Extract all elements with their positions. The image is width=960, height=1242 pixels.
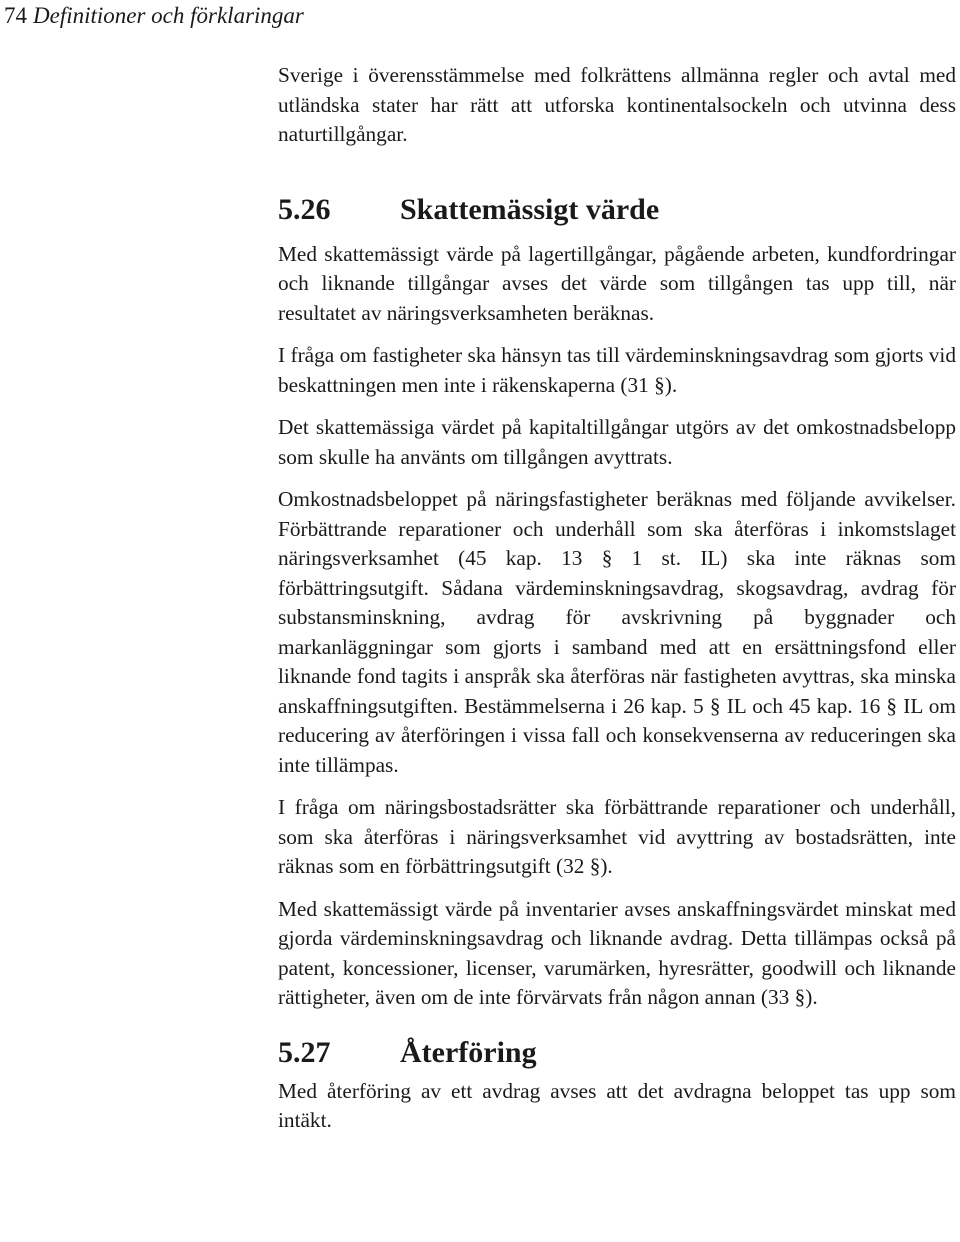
section-title: Skattemässigt värde [400, 192, 660, 226]
running-header [4, 2, 304, 30]
section-title: Återföring [400, 1035, 537, 1069]
body-paragraph: Med skattemässigt värde på inventarier avses anskaffningsvärdet minskat med gjorda värdeminskningsavdrag och liknande avdrag. Detta tillämpas också på patent, koncessioner, licenser, varumärken, hyresrätter, goodwill och liknande rättigheter, även om de inte förvärvats från någon annan (33 §). [278, 896, 956, 1009]
section-heading-5-27 [278, 1035, 956, 1071]
body-paragraph: I fråga om fastigheter ska hänsyn tas till värdeminskningsavdrag som gjorts vid beskattningen men inte i räkenskaperna (31 §). [278, 343, 956, 397]
section-number: 5.26 [278, 192, 331, 226]
body-paragraph: Det skattemässiga värdet på kapitaltillgångar utgörs av det omkostnadsbelopp som skulle ha använts om tillgången avyttrats. [278, 415, 956, 469]
body-paragraph: Omkostnadsbeloppet på näringsfastigheter beräknas med följande avvikelser. Förbättrande reparationer och underhåll som ska återföras i inkomstslaget näringsverksamhet (45 kap. 13 § 1 st. IL) ska inte räknas som förbättringsutgift. Sådana värdeminskningsavdrag, skogsavdrag, avdrag för substansminskning, avdrag för avskrivning på byggnader och markanläggningar som gjorts i samband med att en ersättningsfond eller liknande fond tagits i anspråk ska återföras när fastigheten avyttras, ska minska anskaffningsutgiften. Bestämmelserna i 26 kap. 5 § IL och 45 kap. 16 § IL om reducering av återföringen i vissa fall och konsekvenserna av reduceringen ska inte tillämpas. [278, 487, 956, 777]
body-paragraph: Med skattemässigt värde på lagertillgångar, pågående arbeten, kundfordringar och liknande tillgångar avses det värde som tillgången tas upp till, när resultatet av näringsverksamheten beräknas. [278, 241, 956, 325]
intro-paragraph: Sverige i överensstämmelse med folkrättens allmänna regler och avtal med utländska stater har rätt att utforska kontinentalsockeln och utvinna dess naturtillgångar. [278, 63, 956, 146]
body-paragraph: I fråga om näringsbostadsrätter ska förbättrande reparationer och underhåll, som ska återföras i näringsverksamhet vid avyttring av bostadsrätten, inte räknas som en förbättringsutgift (32 §). [278, 795, 956, 878]
section-heading-5-26 [278, 192, 956, 228]
running-title: Definitioner och förklaringar [33, 3, 304, 28]
page-number: 74 [4, 3, 27, 28]
page-body [278, 61, 956, 1136]
section-number: 5.27 [278, 1035, 331, 1069]
body-paragraph: Med återföring av ett avdrag avses att det avdragna beloppet tas upp som intäkt. [278, 1078, 956, 1132]
